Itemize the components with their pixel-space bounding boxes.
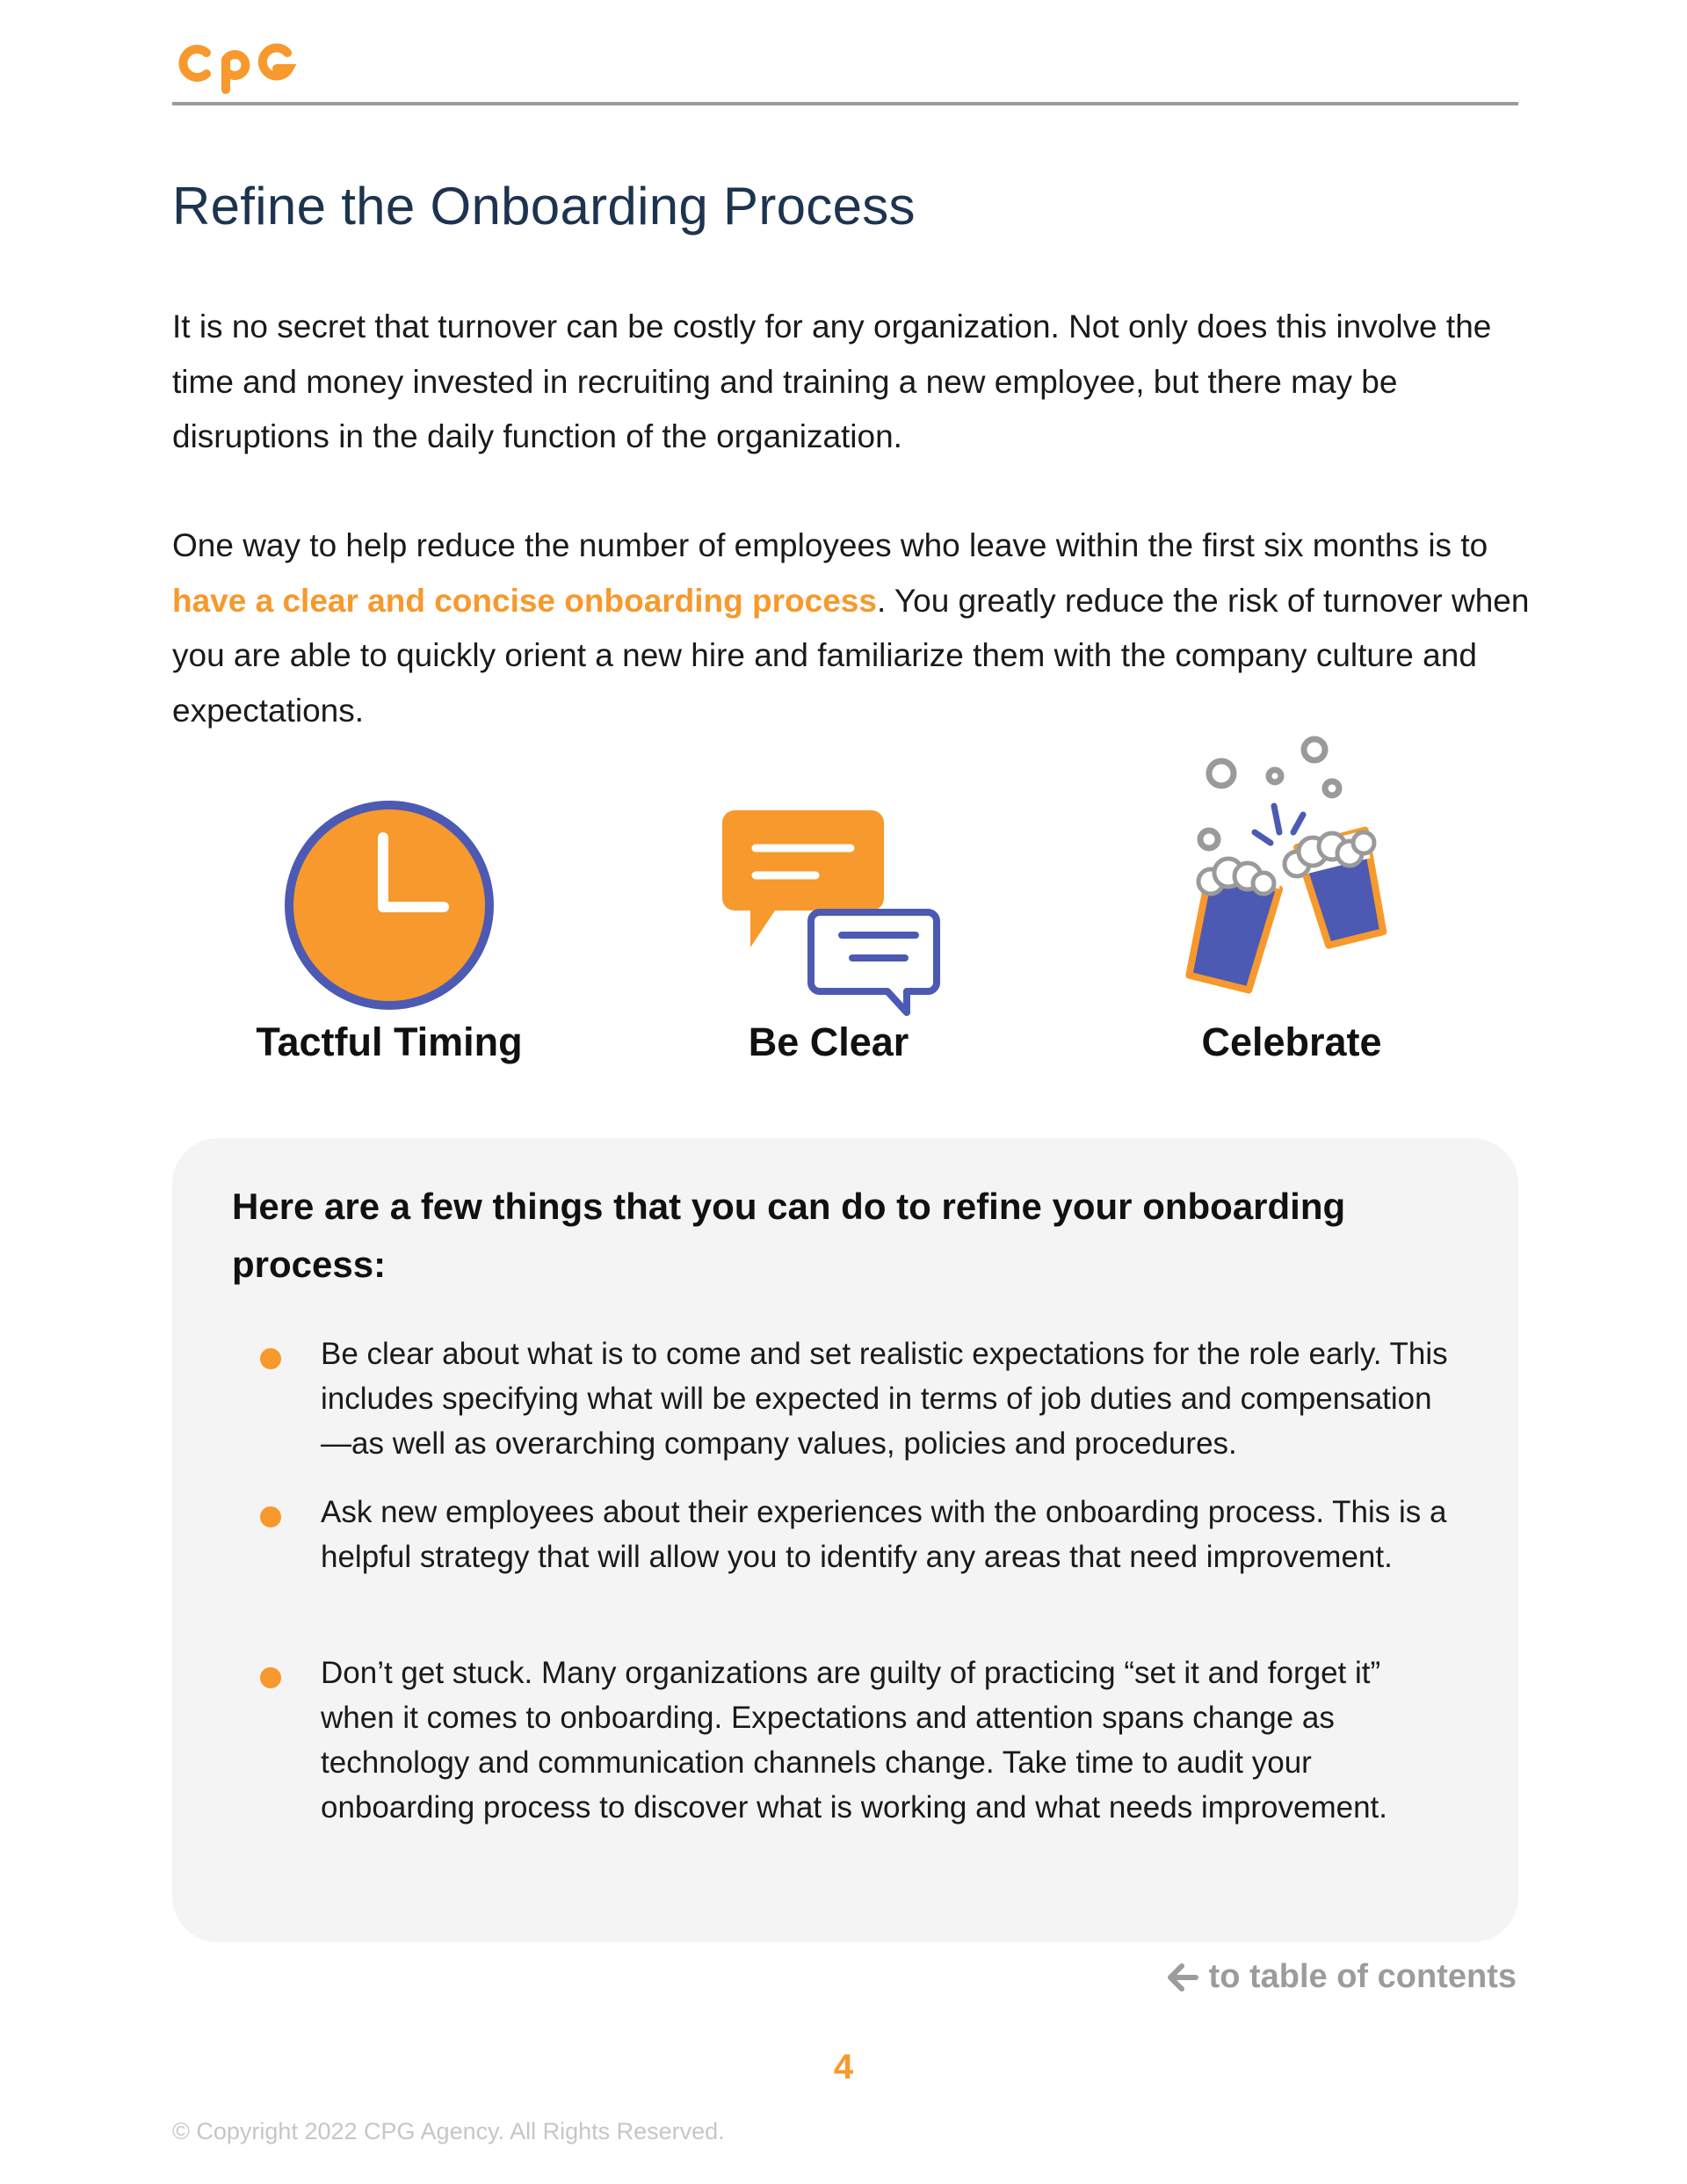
tip-text: Ask new employees about their experiences with the onboarding process. This is a helpful strategy that will allow you to identify any areas that need improvement.	[321, 1495, 1447, 1574]
page-number: 4	[833, 2048, 854, 2086]
page-title: Refine the Onboarding Process	[172, 177, 916, 236]
copyright-notice: © Copyright 2022 CPG Agency. All Rights Reserved.	[172, 2118, 725, 2144]
table-of-contents-label: to table of contents	[1208, 1958, 1517, 1995]
intro-paragraph: It is no secret that turnover can be costly for any organization. Not only does this involve the time and money invested in recruiting and training a new employee, but there may be disruptions in the daily function of the organization.	[172, 308, 1492, 454]
bullet-icon	[260, 1506, 281, 1527]
highlight-text: have a clear and concise onboarding process	[172, 582, 877, 619]
tips-heading: Here are a few things that you can do to refine your onboarding process:	[232, 1186, 1346, 1285]
list-item	[232, 1651, 1462, 1830]
feature-label-tactful-timing: Tactful Timing	[256, 1019, 523, 1064]
chat-bubbles-icon	[720, 807, 940, 1018]
list-item	[232, 1490, 1462, 1579]
table-of-contents-link[interactable]	[1167, 1958, 1517, 1996]
tip-text: Don’t get stuck. Many organizations are guilty of practicing “set it and forget it” when it comes to onboarding. Expectations and attention spans change as technology and communication channels change. Take time to audit your onboarding process to discover what is working and what needs improvement.	[321, 1656, 1387, 1825]
arrow-left-icon	[1167, 1963, 1198, 1992]
bullet-icon	[260, 1667, 281, 1688]
tips-panel	[172, 1138, 1518, 1942]
feature-label-be-clear: Be Clear	[748, 1019, 909, 1064]
clock-icon	[279, 795, 499, 1015]
bullet-icon	[260, 1348, 281, 1369]
onboarding-paragraph: One way to help reduce the number of employees who leave within the first six months is to have a clear and concise onboarding process. You greatly reduce the risk of turnover when you are able to quickly orient a new hire and familiarize them with the company culture and expectations.	[172, 527, 1530, 729]
header-divider	[172, 102, 1518, 105]
cheers-icon	[1184, 734, 1404, 1015]
tip-text: Be clear about what is to come and set realistic expectations for the role early. This includes specifying what will be expected in terms of job duties and compensation—as well as overarching company values, policies and procedures.	[321, 1337, 1448, 1461]
list-item	[232, 1331, 1462, 1466]
feature-label-celebrate: Celebrate	[1201, 1019, 1382, 1064]
cpg-logo	[171, 33, 299, 97]
